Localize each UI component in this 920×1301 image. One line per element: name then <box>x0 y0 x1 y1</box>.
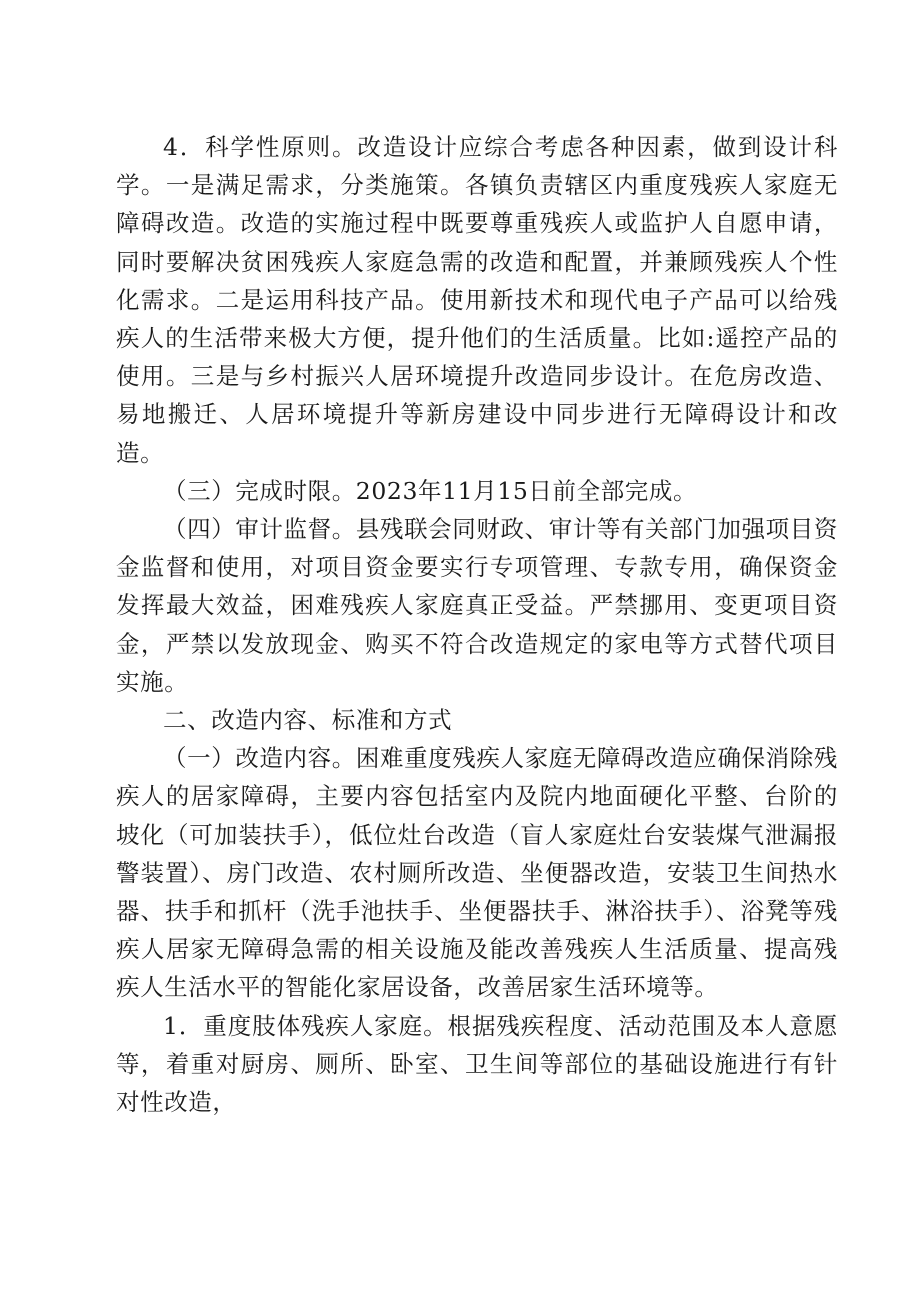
document-body <box>116 128 838 1121</box>
paragraph-completion-deadline: （三）完成时限。2023年11月15日前全部完成。 <box>163 476 698 505</box>
paragraph-scientific-principle: 4．科学性原则。改造设计应综合考虑各种因素，做到设计科学。一是满足需求，分类施策。各镇负责辖区内重度残疾人家庭无障碍改造。改造的实施过程中既要尊重残疾人或监护人自愿申请，同时要解决贫困残疾人家庭急需的改造和配置，并兼顾残疾人个性化需求。二是运用科技产品。使用新技术和现代电子产品可以给残疾人的生活带来极大方便，提升他们的生活质量。比如:遥控产品的使用。三是与乡村振兴人居环境提升改造同步设计。在危房改造、易地搬迁、人居环境提升等新房建设中同步进行无障碍设计和改造。 <box>116 133 838 467</box>
paragraph-limb-disability-households: 1．重度肢体残疾人家庭。根据残疾程度、活动范围及本人意愿等，着重对厨房、厕所、卧室、卫生间等部位的基础设施进行有针对性改造， <box>116 1011 838 1117</box>
section-heading-renovation: 二、改造内容、标准和方式 <box>163 706 453 735</box>
paragraph-audit-supervision: （四）审计监督。县残联会同财政、审计等有关部门加强项目资金监督和使用，对项目资金要实行专项管理、专款专用，确保资金发挥最大效益，困难残疾人家庭真正受益。严禁挪用、变更项目资金，严禁以发放现金、购买不符合改造规定的家电等方式替代项目实施。 <box>116 515 838 696</box>
paragraph-renovation-content: （一）改造内容。困难重度残疾人家庭无障碍改造应确保消除残疾人的居家障碍，主要内容包括室内及院内地面硬化平整、台阶的坡化（可加装扶手），低位灶台改造（盲人家庭灶台安装煤气泄漏报警装置）、房门改造、农村厕所改造、坐便器改造，安装卫生间热水器、扶手和抓杆（洗手池扶手、坐便器扶手、淋浴扶手）、浴凳等残疾人居家无障碍急需的相关设施及能改善残疾人生活质量、提高残疾人生活水平的智能化家居设备，改善居家生活环境等。 <box>116 744 838 1002</box>
